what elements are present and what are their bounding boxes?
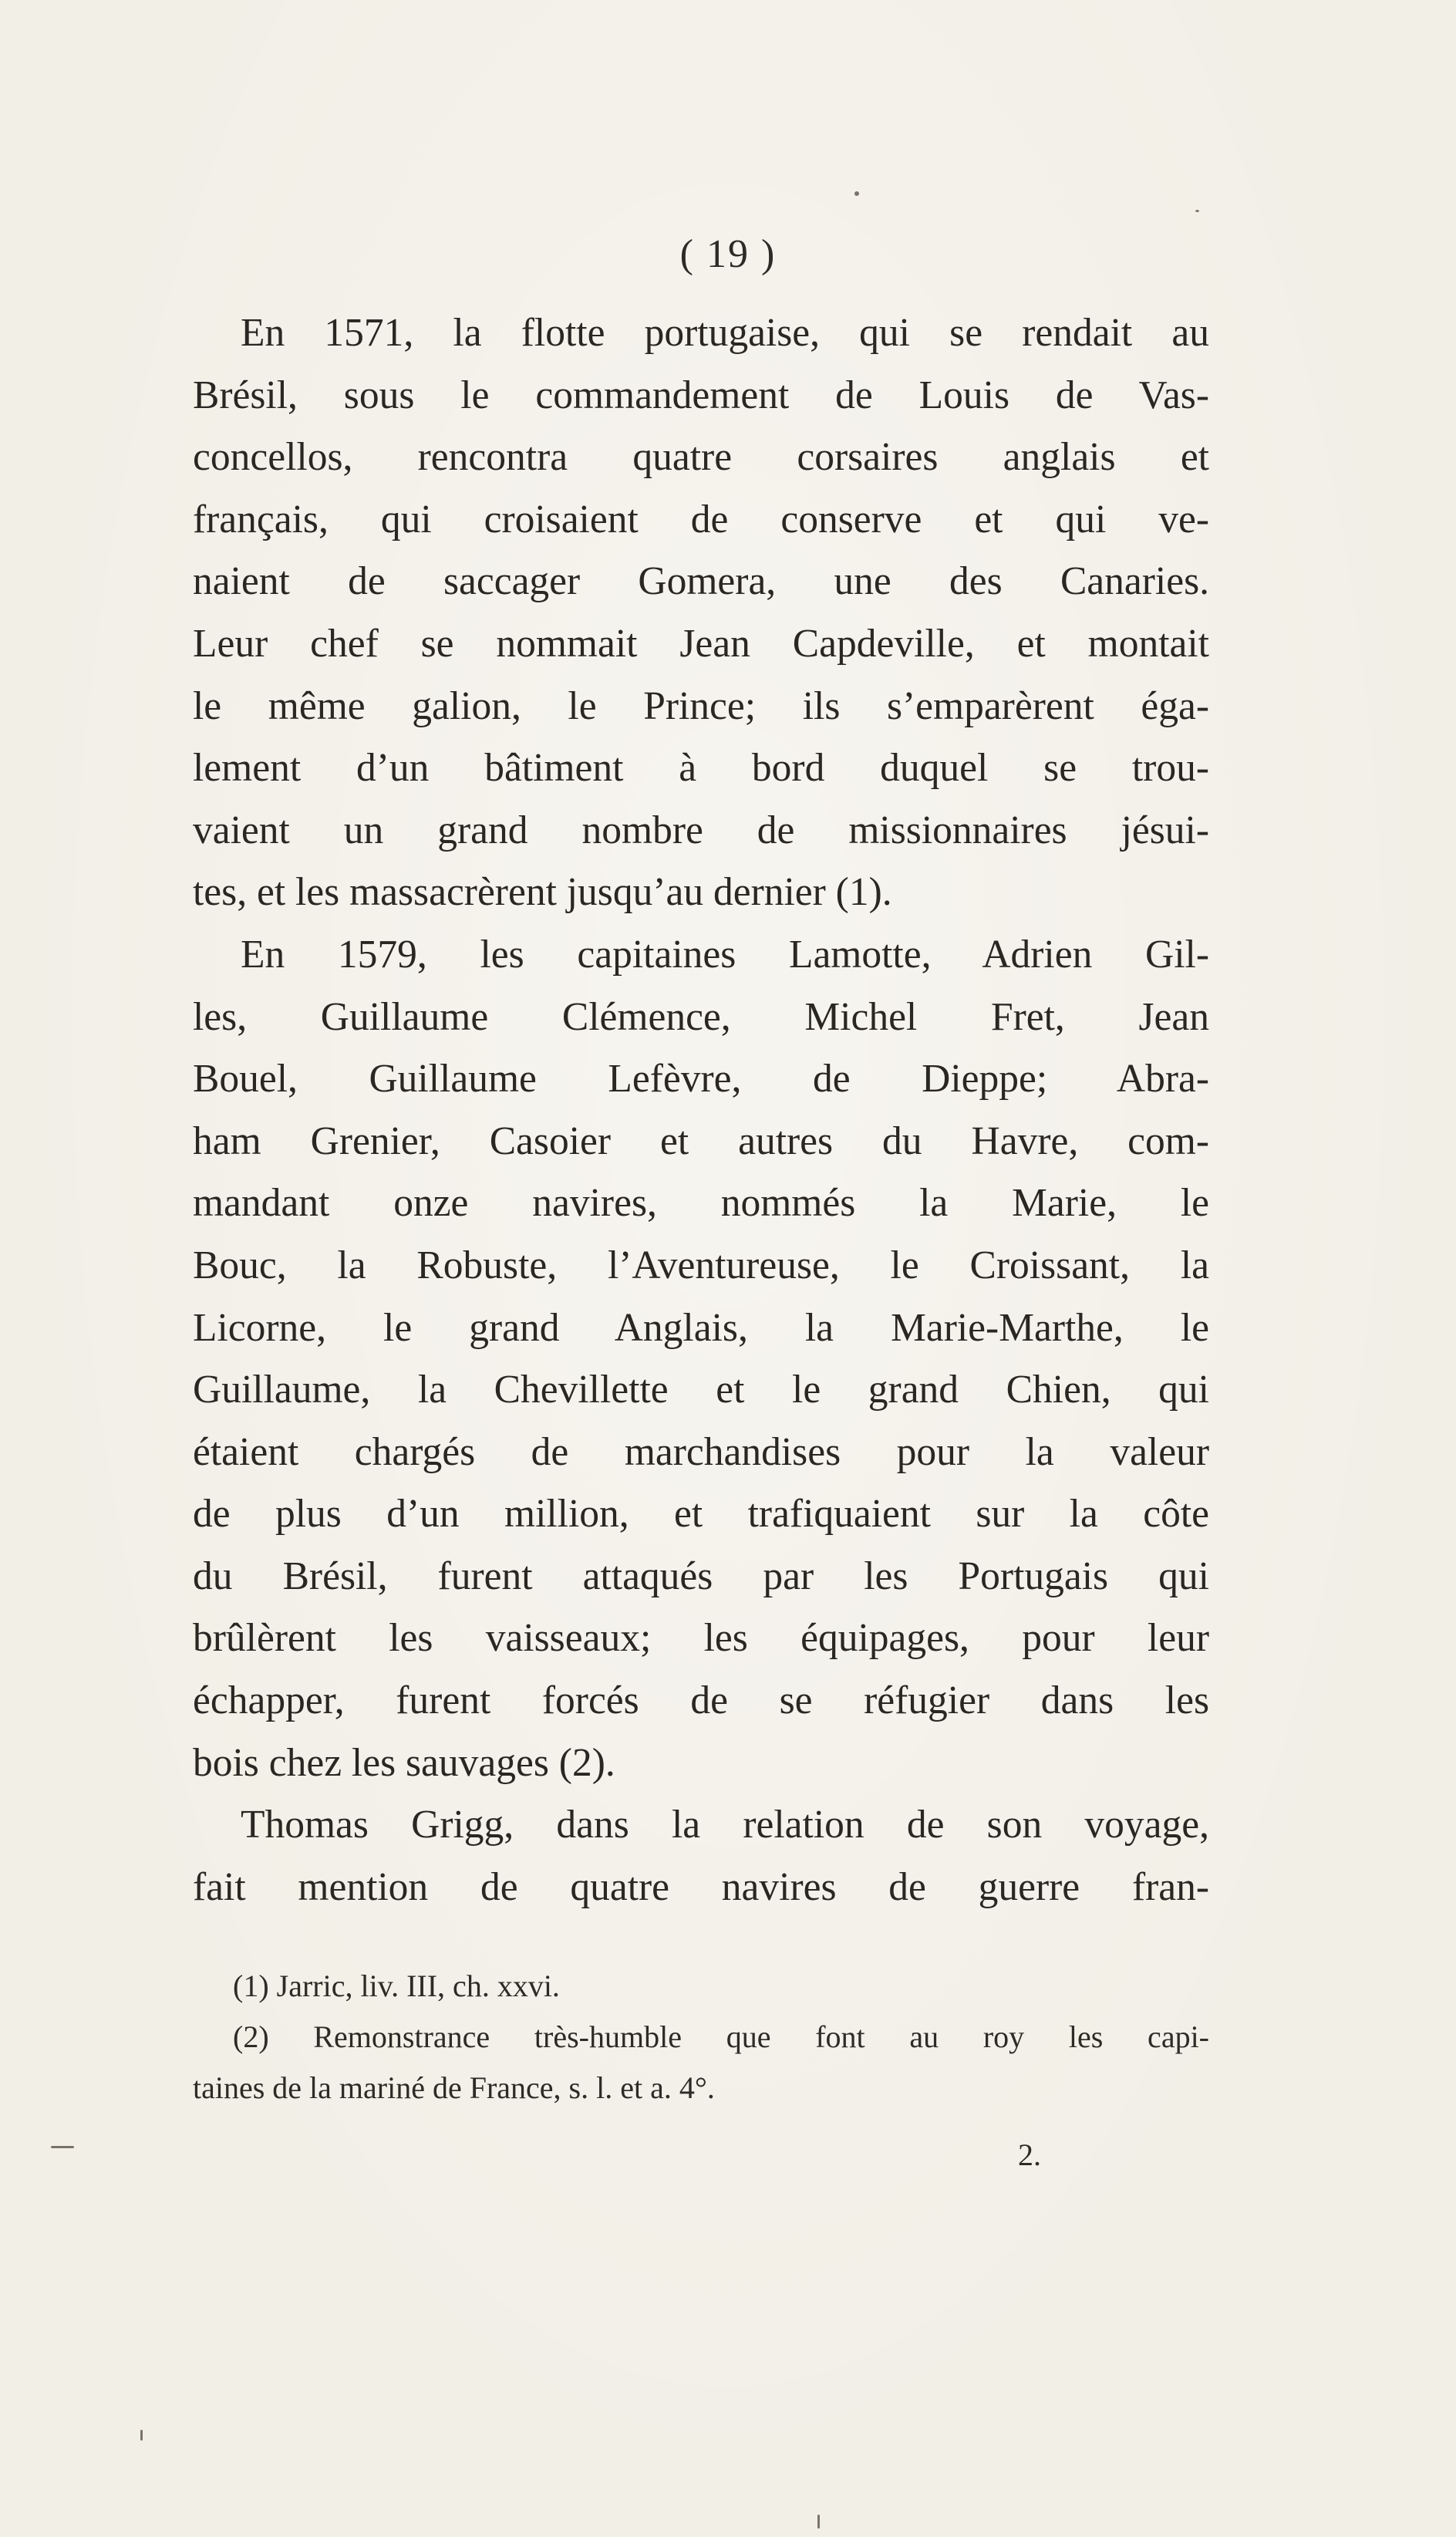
text-line: brûlèrent les vaisseaux; les équipages, pour leur	[193, 1616, 1209, 1661]
text-line: les, Guillaume Clémence, Michel Fret, Jean	[193, 994, 1209, 1039]
text-line: français, qui croisaient de conserve et qui ve-	[193, 497, 1209, 541]
text-line: bois chez les sauvages (2).	[193, 1740, 615, 1785]
text-line: Guillaume, la Chevillette et le grand Chien, qui	[193, 1368, 1209, 1412]
text-line: naient de saccager Gomera, une des Canaries.	[193, 559, 1209, 604]
text-line: mandant onze navires, nommés la Marie, le	[193, 1181, 1209, 1226]
footnote-1: (1) Jarric, liv. III, ch. xxvi.	[233, 1969, 560, 2003]
text-line: Brésil, sous le commandement de Louis de Vas-	[193, 373, 1209, 417]
text-line: ham Grenier, Casoier et autres du Havre, com-	[193, 1118, 1209, 1163]
text-line: échapper, furent forcés de se réfugier dans les	[193, 1678, 1209, 1723]
paper-speck	[1195, 210, 1199, 212]
text-line: tes, et les massacrèrent jusqu’au dernier (1).	[193, 870, 892, 915]
paper-speck	[51, 2146, 74, 2148]
text-line: En 1571, la flotte portugaise, qui se rendait au	[241, 311, 1209, 355]
paper-speck	[140, 2430, 143, 2441]
text-line: concellos, rencontra quatre corsaires anglais et	[193, 435, 1209, 480]
text-line: Licorne, le grand Anglais, la Marie-Marthe, le	[193, 1305, 1209, 1350]
text-line: Bouel, Guillaume Lefèvre, de Dieppe; Abra-	[193, 1057, 1209, 1102]
text-line: fait mention de quatre navires de guerre fran-	[193, 1864, 1209, 1909]
signature-mark: 2.	[1018, 2137, 1041, 2172]
footnote-2: (2) Remonstrance très-humble que font au roy les capi-	[233, 2019, 1209, 2054]
footnotes	[193, 1961, 1209, 2114]
text-line: lement d’un bâtiment à bord duquel se trou-	[193, 746, 1209, 791]
text-line: Leur chef se nommait Jean Capdeville, et montait	[193, 621, 1209, 666]
text-line: vaient un grand nombre de missionnaires jésui-	[193, 808, 1209, 852]
text-line: En 1579, les capitaines Lamotte, Adrien Gil-	[241, 932, 1209, 977]
text-line: étaient chargés de marchandises pour la valeur	[193, 1429, 1209, 1474]
footnote-2-continued: taines de la mariné de France, s. l. et a. 4°.	[193, 2070, 715, 2105]
text-line: Thomas Grigg, dans la relation de son voyage,	[241, 1803, 1209, 1847]
body-text	[193, 302, 1209, 1918]
text-line: Bouc, la Robuste, l’Aventureuse, le Croissant, la	[193, 1243, 1209, 1287]
paper-speck	[817, 2515, 820, 2529]
text-line: le même galion, le Prince; ils s’emparèrent éga-	[193, 683, 1209, 728]
text-line: du Brésil, furent attaqués par les Portugais qui	[193, 1554, 1209, 1598]
text-line: de plus d’un million, et trafiquaient sur la côte	[193, 1492, 1209, 1537]
page-number: ( 19 )	[679, 232, 777, 276]
paper-speck	[854, 191, 859, 196]
